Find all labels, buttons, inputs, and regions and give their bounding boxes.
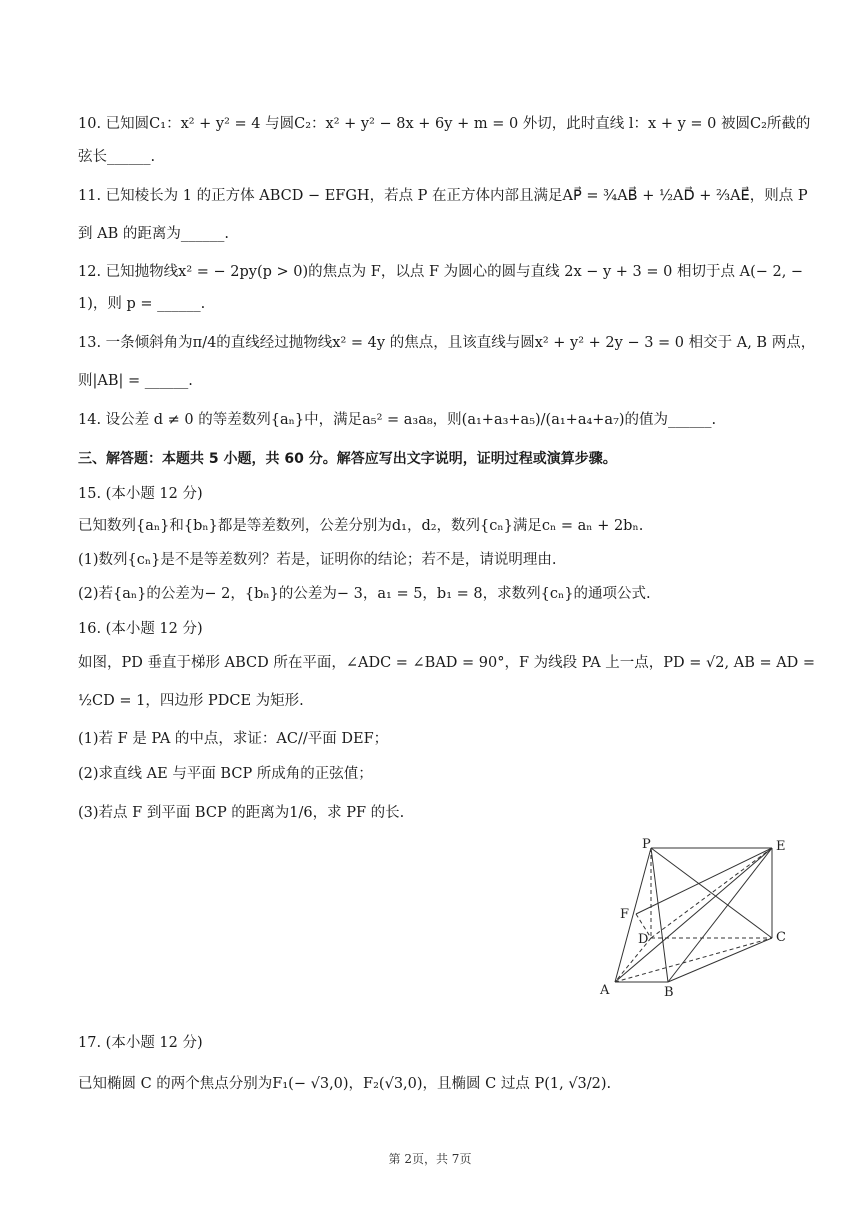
edge-ae xyxy=(615,848,772,982)
section-heading: 三、解答题：本题共 5 小题，共 60 分。解答应写出文字说明，证明过程或演算步骤。 xyxy=(78,451,617,467)
label-f: F xyxy=(620,907,630,922)
q16-title: 16. (本小题 12 分) xyxy=(78,621,203,637)
q16-part2: (2)求直线 AE 与平面 BCP 所成角的正弦值； xyxy=(78,766,373,782)
q10-line1: 10. 已知圆C₁：x² + y² = 4 与圆C₂：x² + y² − 8x + 6y + m = 0 外切，此时直线 l：x + y = 0 被圆C₂所截的 xyxy=(78,116,811,132)
q17-stem: 已知椭圆 C 的两个焦点分别为F₁(− √3,0)，F₂(√3,0)，且椭圆 C 过点 P(1, √3/2). xyxy=(78,1076,612,1092)
q16-stem-line1: 如图，PD 垂直于梯形 ABCD 所在平面，∠ADC = ∠BAD = 90°，F 为线段 PA 上一点，PD = √2, AB = AD = xyxy=(78,655,816,671)
page-footer: 第 2页，共 7页 xyxy=(388,1152,472,1166)
q11-line1: 11. 已知棱长为 1 的正方体 ABCD − EFGH，若点 P 在正方体内部且满足AP⃗ = ¾AB⃗ + ½AD⃗ + ⅔AE⃗，则点 P xyxy=(78,188,808,204)
q12-line2: 1)，则 p = ______. xyxy=(78,296,206,312)
edge-bc xyxy=(668,938,772,982)
label-e: E xyxy=(776,839,786,854)
edge-pb xyxy=(651,848,668,982)
q16-part3: (3)若点 F 到平面 BCP 的距离为1/6，求 PF 的长. xyxy=(78,805,405,821)
label-d: D xyxy=(638,932,649,947)
q13-line1: 13. 一条倾斜角为π/4的直线经过抛物线x² = 4y 的焦点，且该直线与圆x² + y² + 2y − 3 = 0 相交于 A, B 两点， xyxy=(78,335,816,351)
geometry-figure xyxy=(596,834,796,1004)
q11-line2: 到 AB 的距离为______. xyxy=(78,226,229,242)
q14-line: 14. 设公差 d ≠ 0 的等差数列{aₙ}中，满足a₅² = a₃a₈，则(a₁+a₃+a₅)/(a₁+a₄+a₇)的值为______. xyxy=(78,412,717,428)
q15-part2: (2)若{aₙ}的公差为− 2，{bₙ}的公差为− 3，a₁ = 5，b₁ = 8，求数列{cₙ}的通项公式. xyxy=(78,586,651,602)
q16-part1: (1)若 F 是 PA 的中点，求证：AC//平面 DEF； xyxy=(78,731,389,747)
edge-be xyxy=(668,848,772,982)
q17-title: 17. (本小题 12 分) xyxy=(78,1035,203,1051)
q15-part1: (1)数列{cₙ}是不是等差数列？若是，证明你的结论；若不是，请说明理由. xyxy=(78,552,557,568)
label-a: A xyxy=(600,983,610,998)
label-c: C xyxy=(776,930,786,945)
q10-line2: 弦长______. xyxy=(78,149,156,165)
q15-stem: 已知数列{aₙ}和{bₙ}都是等差数列，公差分别为d₁，d₂，数列{cₙ}满足cₙ = aₙ + 2bₙ. xyxy=(78,518,644,534)
edge-fe xyxy=(636,848,772,914)
label-b: B xyxy=(664,985,674,1000)
label-p: P xyxy=(642,837,651,852)
q13-line2: 则|AB| = ______. xyxy=(78,373,193,389)
q12-line1: 12. 已知抛物线x² = − 2py(p > 0)的焦点为 F，以点 F 为圆心的圆与直线 2x − y + 3 = 0 相切于点 A(− 2, − xyxy=(78,264,804,280)
q16-stem-line2: ½CD = 1，四边形 PDCE 为矩形. xyxy=(78,693,304,709)
q15-title: 15. (本小题 12 分) xyxy=(78,486,203,502)
